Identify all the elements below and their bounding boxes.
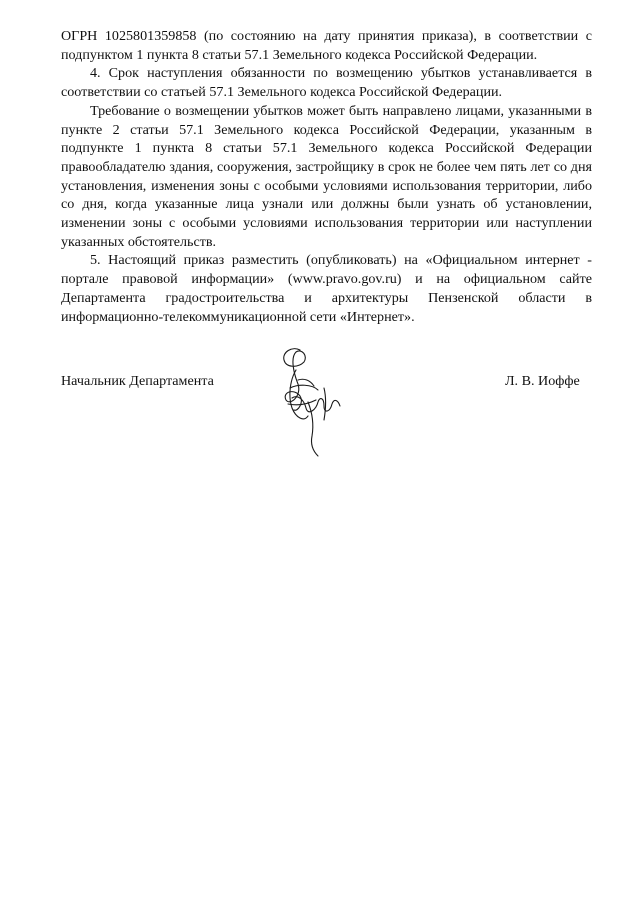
paragraph-item-4: 4. Срок наступления обязанности по возмещению убытков устанавливается в соответствии со статьей 57.1 Земельного кодекса Российской Федерации. <box>61 65 592 101</box>
handwritten-signature <box>268 340 356 458</box>
paragraph-item-5: 5. Настоящий приказ разместить (опубликовать) на «Официальном интернет - портале правовой информации» (www.pravo.gov.ru) и на официальном сайте Департамента градостроительства и архитектуры Пензенской области в информационно-телекоммуникационной сети «Интернет». <box>61 252 592 325</box>
document-body <box>61 27 592 326</box>
signatory-name: Л. В. Иоффе <box>505 373 580 389</box>
paragraph-damages-claim: Требование о возмещении убытков может быть направлено лицами, указанными в пункте 2 статьи 57.1 Земельного кодекса Российской Федерации, указанным в подпункте 1 пункта 8 статьи 57.1 Земельного кодекса Российской Федерации правообладателю здания, сооружения, застройщику в срок не более чем пять лет со дня установления, изменения зоны с особыми условиями использования территории, либо со дня, когда указанные лица узнали или должны были узнать об установлении, изменении зоны с особыми условиями использования территории или наступлении указанных обстоятельств. <box>61 102 592 250</box>
signatory-position: Начальник Департамента <box>61 373 214 389</box>
paragraph-ogrn: ОГРН 1025801359858 (по состоянию на дату принятия приказа), в соответствии с подпунктом 1 пункта 8 статьи 57.1 Земельного кодекса Российской Федерации. <box>61 28 592 63</box>
